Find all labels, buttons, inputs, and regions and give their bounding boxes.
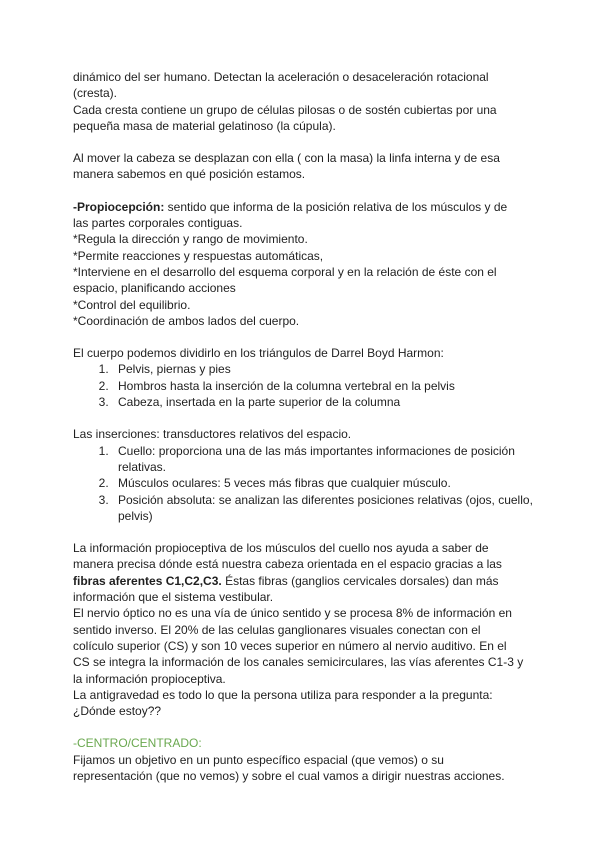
- center-paragraph: Fijamos un objetivo en un punto específico espacial (que vemos) o su representación (que no vemos) y sobre el cual vamos a dirigir nuestras acciones.: [73, 752, 505, 783]
- afferent-text-end: Éstas fibras (ganglios cervicales dorsales) dan más información que el sistema vestibular.: [73, 573, 499, 605]
- proprioception-heading: -Propiocepción:: [73, 199, 165, 214]
- insertions-intro: Las inserciones: transductores relativos del espacio.: [73, 427, 352, 442]
- proprioception-item: *Control del equilibrio.: [73, 297, 191, 312]
- triangle-item: 3. Cabeza, insertada en la parte superior de la columna: [112, 394, 533, 410]
- center-heading: -CENTRO/CENTRADO:: [73, 736, 202, 751]
- triangles-intro: El cuerpo podemos dividirlo en los triángulos de Darrel Boyd Harmon:: [73, 346, 444, 361]
- head-movement-paragraph: Al mover la cabeza se desplazan con ella ( con la masa) la linfa interna y de esa manera sabemos en qué posición estamos.: [73, 151, 500, 182]
- proprioception-definition: sentido que informa de la posición relativa de los músculos y de las partes corporales contiguas.: [73, 199, 508, 231]
- insertion-item: 2. Músculos oculares: 5 veces más fibras que cualquier músculo.: [112, 475, 533, 491]
- vestibular-paragraph: dinámico del ser humano. Detectan la aceleración o desaceleración rotacional (cresta). Cada cresta contiene un grupo de células pilosas o de sostén cubiertas por una pequeña masa de material gelatinoso (la cúpula).: [73, 70, 497, 133]
- insertions-list: [73, 443, 533, 524]
- afferent-fibers-bold: fibras aferentes C1,C2,C3.: [73, 573, 222, 588]
- triangle-item: 2. Hombros hasta la inserción de la columna vertebral en la pelvis: [112, 378, 533, 394]
- proprioception-paragraph: [73, 199, 533, 232]
- optic-nerve-paragraph: El nervio óptico no es una vía de único sentido y se procesa 8% de información en sentido inverso. El 20% de las celulas ganglionares visuales conectan con el colículo superior (CS) y son 10 veces superior en número al nervio auditivo. En el CS se integra la información de los canales semicirculares, las vías aferentes C1-3 y la información propioceptiva.: [73, 606, 524, 686]
- antigravity-paragraph: La antigravedad es todo lo que la persona utiliza para responder a la pregunta: ¿Dónde estoy??: [73, 687, 493, 719]
- proprioception-item: *Permite reacciones y respuestas automáticas,: [73, 248, 324, 263]
- afferent-text-start: La información propioceptiva de los músculos del cuello nos ayuda a saber de manera precisa dónde está nuestra cabeza orientada en el espacio gracias a las: [73, 541, 502, 572]
- proprioception-item: *Regula la dirección y rango de movimiento.: [73, 232, 308, 247]
- document-body: [73, 69, 533, 784]
- afferent-fibers-paragraph: [73, 540, 533, 605]
- proprioception-item: *Coordinación de ambos lados del cuerpo.: [73, 313, 300, 328]
- insertion-item: 1. Cuello: proporciona una de las más importantes informaciones de posición relativas.: [112, 443, 533, 476]
- proprioception-item: *Interviene en el desarrollo del esquema corporal y en la relación de éste con el espacio, planificando acciones: [73, 264, 497, 296]
- triangle-item: 1. Pelvis, piernas y pies: [112, 361, 533, 377]
- insertion-item: 3. Posición absoluta: se analizan las diferentes posiciones relativas (ojos, cuello, pelvis): [112, 492, 533, 525]
- triangles-list: [73, 361, 533, 410]
